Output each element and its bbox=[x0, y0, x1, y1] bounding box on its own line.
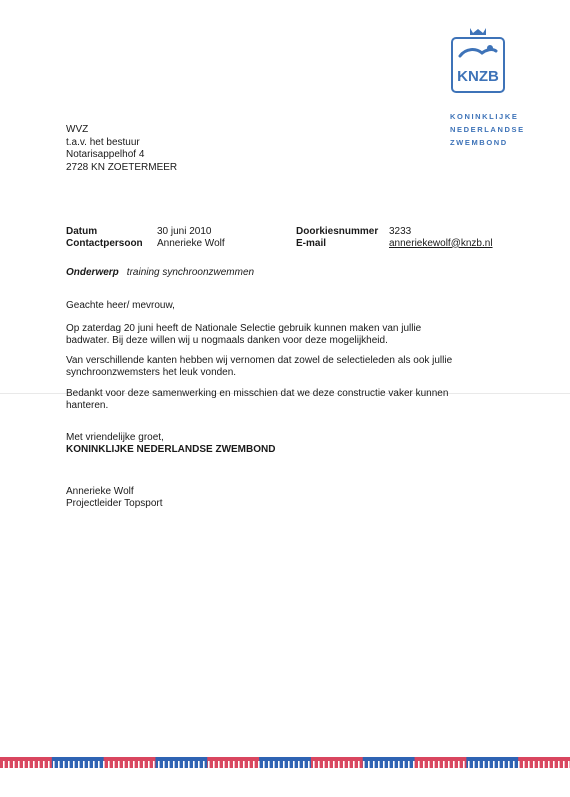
stripe-tick bbox=[383, 761, 385, 768]
stripe-tick bbox=[148, 761, 150, 768]
stripe-tick bbox=[218, 761, 220, 768]
stripe-tick bbox=[73, 761, 75, 768]
doorkies-label: Doorkiesnummer bbox=[296, 226, 379, 237]
stripe-tick bbox=[268, 761, 270, 768]
stripe-tick bbox=[548, 761, 550, 768]
stripe-tick bbox=[198, 761, 200, 768]
stripe-tick bbox=[48, 761, 50, 768]
stripe-tick bbox=[388, 761, 390, 768]
stripe-tick bbox=[473, 761, 475, 768]
footer-stripe bbox=[0, 757, 570, 768]
paragraph-line: synchroonzwemsters het leuk vonden. bbox=[66, 366, 237, 378]
stripe-tick bbox=[478, 761, 480, 768]
stripe-tick bbox=[508, 761, 510, 768]
stripe-tick bbox=[123, 761, 125, 768]
datum-value: 30 juni 2010 bbox=[157, 226, 212, 237]
paragraph-line: Bedankt voor deze samenwerking en misschien dat we deze constructie vaker kunnen bbox=[66, 388, 449, 399]
salutation bbox=[66, 300, 466, 312]
stripe-tick bbox=[323, 761, 325, 768]
subject-line bbox=[66, 267, 254, 278]
stripe-tick bbox=[98, 761, 100, 768]
stripe-tick bbox=[423, 761, 425, 768]
stripe-tick bbox=[428, 761, 430, 768]
meta-labels-right bbox=[296, 226, 378, 249]
closing-block bbox=[66, 432, 466, 455]
stripe-tick bbox=[488, 761, 490, 768]
stripe-tick bbox=[343, 761, 345, 768]
stripe-tick bbox=[138, 761, 140, 768]
stripe-tick bbox=[338, 761, 340, 768]
stripe-tick bbox=[53, 761, 55, 768]
stripe-tick bbox=[208, 761, 210, 768]
stripe-tick bbox=[493, 761, 495, 768]
stripe-tick bbox=[118, 761, 120, 768]
stripe-tick bbox=[368, 761, 370, 768]
stripe-tick bbox=[363, 761, 365, 768]
stripe-tick bbox=[213, 761, 215, 768]
stripe-tick bbox=[258, 761, 260, 768]
stripe-tick bbox=[353, 761, 355, 768]
stripe-tick bbox=[238, 761, 240, 768]
crown-icon bbox=[470, 28, 486, 35]
stripe-tick bbox=[188, 761, 190, 768]
brand-line: KONINKLIJKE bbox=[450, 112, 519, 121]
stripe-tick bbox=[38, 761, 40, 768]
stripe-tick bbox=[408, 761, 410, 768]
stripe-tick bbox=[13, 761, 15, 768]
address-line: t.a.v. het bestuur bbox=[66, 136, 140, 148]
stripe-tick bbox=[543, 761, 545, 768]
paragraph-line: hanteren. bbox=[66, 399, 109, 411]
meta-values-left bbox=[157, 226, 225, 249]
stripe-tick bbox=[568, 761, 570, 768]
stripe-tick bbox=[18, 761, 20, 768]
recipient-address bbox=[66, 124, 177, 174]
stripe-tick bbox=[8, 761, 10, 768]
stripe-tick bbox=[373, 761, 375, 768]
stripe-tick bbox=[563, 761, 565, 768]
signer-name: Annerieke Wolf bbox=[66, 486, 134, 497]
stripe-tick bbox=[223, 761, 225, 768]
stripe-tick bbox=[253, 761, 255, 768]
stripe-tick bbox=[108, 761, 110, 768]
stripe-tick bbox=[68, 761, 70, 768]
stripe-tick bbox=[518, 761, 520, 768]
signature-block bbox=[66, 486, 466, 509]
doorkies-value: 3233 bbox=[389, 226, 412, 237]
stripe-tick bbox=[143, 761, 145, 768]
stripe-tick bbox=[153, 761, 155, 768]
organization-name: KONINKLIJKE NEDERLANDSE ZWEMBOND bbox=[66, 443, 276, 455]
stripe-tick bbox=[398, 761, 400, 768]
stripe-tick bbox=[483, 761, 485, 768]
stripe-tick bbox=[158, 761, 160, 768]
stripe-tick bbox=[163, 761, 165, 768]
stripe-tick bbox=[458, 761, 460, 768]
address-line: 2728 KN ZOETERMEER bbox=[66, 161, 178, 173]
stripe-tick bbox=[463, 761, 465, 768]
stripe-tick bbox=[93, 761, 95, 768]
stripe-tick bbox=[298, 761, 300, 768]
closing-text: Met vriendelijke groet, bbox=[66, 432, 164, 443]
stripe-tick bbox=[168, 761, 170, 768]
stripe-tick bbox=[178, 761, 180, 768]
stripe-tick bbox=[318, 761, 320, 768]
stripe-tick bbox=[538, 761, 540, 768]
brand-name bbox=[450, 110, 525, 149]
stripe-tick bbox=[278, 761, 280, 768]
stripe-tick bbox=[498, 761, 500, 768]
stripe-tick bbox=[443, 761, 445, 768]
contact-value: Annerieke Wolf bbox=[157, 237, 225, 249]
stripe-tick bbox=[63, 761, 65, 768]
stripe-tick bbox=[103, 761, 105, 768]
stripe-tick bbox=[203, 761, 205, 768]
stripe-tick bbox=[43, 761, 45, 768]
stripe-tick bbox=[553, 761, 555, 768]
stripe-tick bbox=[333, 761, 335, 768]
logo-text: KNZB bbox=[457, 68, 499, 85]
stripe-tick bbox=[293, 761, 295, 768]
stripe-tick bbox=[378, 761, 380, 768]
stripe-tick bbox=[78, 761, 80, 768]
stripe-tick bbox=[558, 761, 560, 768]
signer-title: Projectleider Topsport bbox=[66, 497, 163, 509]
stripe-tick bbox=[403, 761, 405, 768]
stripe-tick bbox=[33, 761, 35, 768]
stripe-tick bbox=[468, 761, 470, 768]
datum-label: Datum bbox=[66, 226, 98, 237]
stripe-tick bbox=[413, 761, 415, 768]
stripe-tick bbox=[393, 761, 395, 768]
stripe-tick bbox=[248, 761, 250, 768]
subject-label: Onderwerp bbox=[66, 267, 119, 278]
paragraph-1 bbox=[66, 323, 466, 346]
stripe-tick bbox=[528, 761, 530, 768]
stripe-tick bbox=[28, 761, 30, 768]
meta-values-right bbox=[389, 226, 493, 249]
stripe-tick bbox=[328, 761, 330, 768]
stripe-tick bbox=[173, 761, 175, 768]
stripe-tick bbox=[83, 761, 85, 768]
stripe-tick bbox=[228, 761, 230, 768]
stripe-tick bbox=[503, 761, 505, 768]
stripe-tick bbox=[418, 761, 420, 768]
paragraph-2 bbox=[66, 355, 466, 378]
email-link[interactable]: anneriekewolf@knzb.nl bbox=[389, 237, 493, 249]
brand-line: NEDERLANDSE bbox=[450, 125, 525, 134]
stripe-tick bbox=[433, 761, 435, 768]
paragraph-line: badwater. Bij deze willen wij u nogmaals danken voor deze mogelijkheid. bbox=[66, 334, 388, 346]
email-label: E-mail bbox=[296, 237, 327, 249]
salutation-text: Geachte heer/ mevrouw, bbox=[66, 300, 175, 311]
address-line: Notarisappelhof 4 bbox=[66, 149, 145, 160]
stripe-tick bbox=[313, 761, 315, 768]
stripe-tick bbox=[193, 761, 195, 768]
stripe-tick bbox=[128, 761, 130, 768]
stripe-tick bbox=[438, 761, 440, 768]
stripe-tick bbox=[273, 761, 275, 768]
stripe-tick bbox=[88, 761, 90, 768]
paragraph-line: Op zaterdag 20 juni heeft de Nationale Selectie gebruik kunnen maken van jullie bbox=[66, 323, 422, 334]
paragraph-3 bbox=[66, 388, 466, 411]
stripe-tick bbox=[58, 761, 60, 768]
address-line: WVZ bbox=[66, 124, 89, 135]
stripe-tick bbox=[233, 761, 235, 768]
stripe-tick bbox=[513, 761, 515, 768]
stripe-tick bbox=[448, 761, 450, 768]
stripe-tick bbox=[133, 761, 135, 768]
stripe-tick bbox=[303, 761, 305, 768]
stripe-tick bbox=[288, 761, 290, 768]
stripe-tick bbox=[243, 761, 245, 768]
stripe-tick bbox=[113, 761, 115, 768]
stripe-tick bbox=[183, 761, 185, 768]
meta-labels-left bbox=[66, 226, 143, 249]
paragraph-line: Van verschillende kanten hebben wij vernomen dat zowel de selectieleden als ook jullie bbox=[66, 355, 453, 366]
stripe-tick bbox=[283, 761, 285, 768]
stripe-tick bbox=[308, 761, 310, 768]
stripe-tick bbox=[453, 761, 455, 768]
stripe-tick bbox=[23, 761, 25, 768]
swimmer-icon bbox=[460, 45, 496, 56]
knzb-logo bbox=[450, 26, 506, 94]
contact-label: Contactpersoon bbox=[66, 237, 143, 249]
stripe-tick bbox=[533, 761, 535, 768]
stripe-tick bbox=[523, 761, 525, 768]
stripe-tick bbox=[358, 761, 360, 768]
stripe-block bbox=[52, 757, 104, 768]
stripe-tick bbox=[348, 761, 350, 768]
stripe-tick bbox=[3, 761, 5, 768]
subject-value: training synchroonzwemmen bbox=[126, 267, 255, 278]
stripe-tick bbox=[263, 761, 265, 768]
brand-line: ZWEMBOND bbox=[450, 138, 508, 147]
